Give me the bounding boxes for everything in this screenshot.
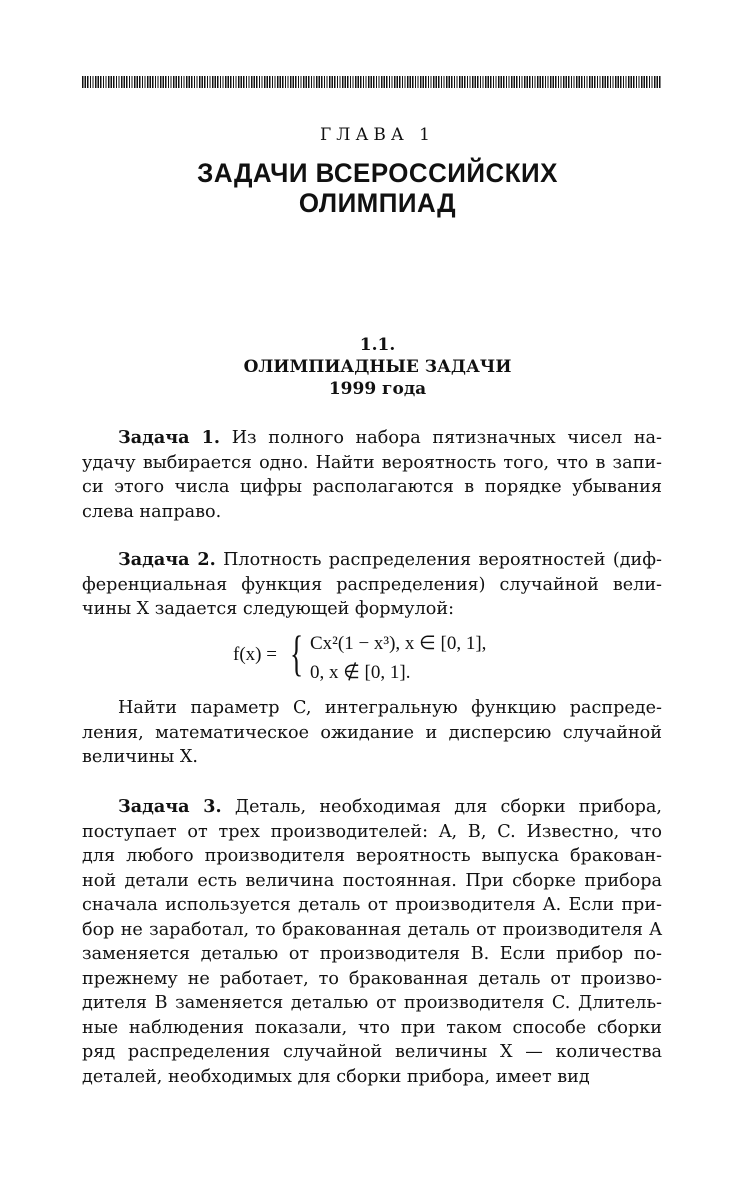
section-subtitle: 1999 года	[328, 379, 427, 399]
formula-case-1: Cx²(1 − x³), x ∈ [0, 1],	[310, 633, 487, 654]
problem-3-line: ные наблюдения показали, что при таком способе сборки	[82, 1017, 662, 1038]
problem-2-line: ференциальная функция распределения) случайной вели-	[82, 574, 662, 595]
problem-3-line: ряд распределения случайной величины X — количества	[82, 1042, 662, 1062]
problem-2-after-line: Найти параметр C, интегральную функцию распреде-	[118, 698, 662, 718]
problem-3-line: для любого производителя вероятность выпуска бракован-	[82, 846, 662, 866]
problem-1-line: си этого числа цифры располагаются в порядке убывания	[82, 477, 662, 497]
problem-2-continued	[82, 696, 662, 770]
problem-3-line: дителя B заменяется деталью от производителя C. Длитель-	[82, 993, 662, 1013]
problem-1	[82, 426, 662, 524]
problem-1-line: слева направо.	[82, 501, 222, 522]
problem-3-line: заменяется деталью от производителя B. Если прибор по-	[82, 944, 662, 964]
chapter-title	[15, 158, 740, 218]
formula-lhs: f(x) =	[233, 644, 277, 665]
problem-1-label: Задача 1.	[118, 427, 221, 448]
problem-1-line: Задача 1. Из полного набора пятизначных чисел на-	[118, 427, 662, 448]
problem-3-line: прежнему не работает, то бракованная деталь от произво-	[82, 968, 662, 989]
problem-3-line: сначала используется деталь от производителя A. Если при-	[82, 895, 662, 915]
chapter-title-line1: ЗАДАЧИ ВСЕРОССИЙСКИХ	[197, 158, 558, 188]
decorative-rule	[82, 76, 662, 88]
problem-3-line: поступает от трех производителей: A, B, C. Известно, что	[82, 821, 662, 842]
problem-2-after-line: величины X.	[82, 747, 199, 767]
problem-1-line: удачу выбирается одно. Найти вероятность того, что в запи-	[82, 452, 662, 473]
section-title: ОЛИМПИАДНЫЕ ЗАДАЧИ	[243, 357, 512, 377]
problem-3-line: ной детали есть величина постоянная. При сборке прибора	[82, 870, 662, 891]
chapter-title-line2: ОЛИМПИАД	[298, 188, 457, 218]
formula-case-2: 0, x ∉ [0, 1].	[310, 662, 411, 683]
section-number: 1.1.	[359, 335, 396, 355]
problem-3-label: Задача 3.	[118, 796, 222, 817]
problem-3-line: Задача 3. Деталь, необходимая для сборки прибора,	[118, 796, 663, 817]
problem-3-line: деталей, необходимых для сборки прибора, имеет вид	[82, 1066, 590, 1087]
problem-2-line: Задача 2. Плотность распределения вероятностей (диф-	[118, 549, 662, 570]
problem-2-after-line: ления, математическое ожидание и дисперсию случайной	[82, 722, 662, 743]
problem-2-line: чины X задается следующей формулой:	[82, 599, 455, 619]
brace-icon: {	[290, 625, 304, 681]
problem-3	[82, 795, 662, 1089]
problem-2-label: Задача 2.	[118, 549, 216, 570]
problem-3-line: бор не заработал, то бракованная деталь от производителя A	[82, 919, 662, 940]
problem-2	[82, 548, 662, 622]
chapter-label: ГЛАВА 1	[320, 125, 435, 145]
